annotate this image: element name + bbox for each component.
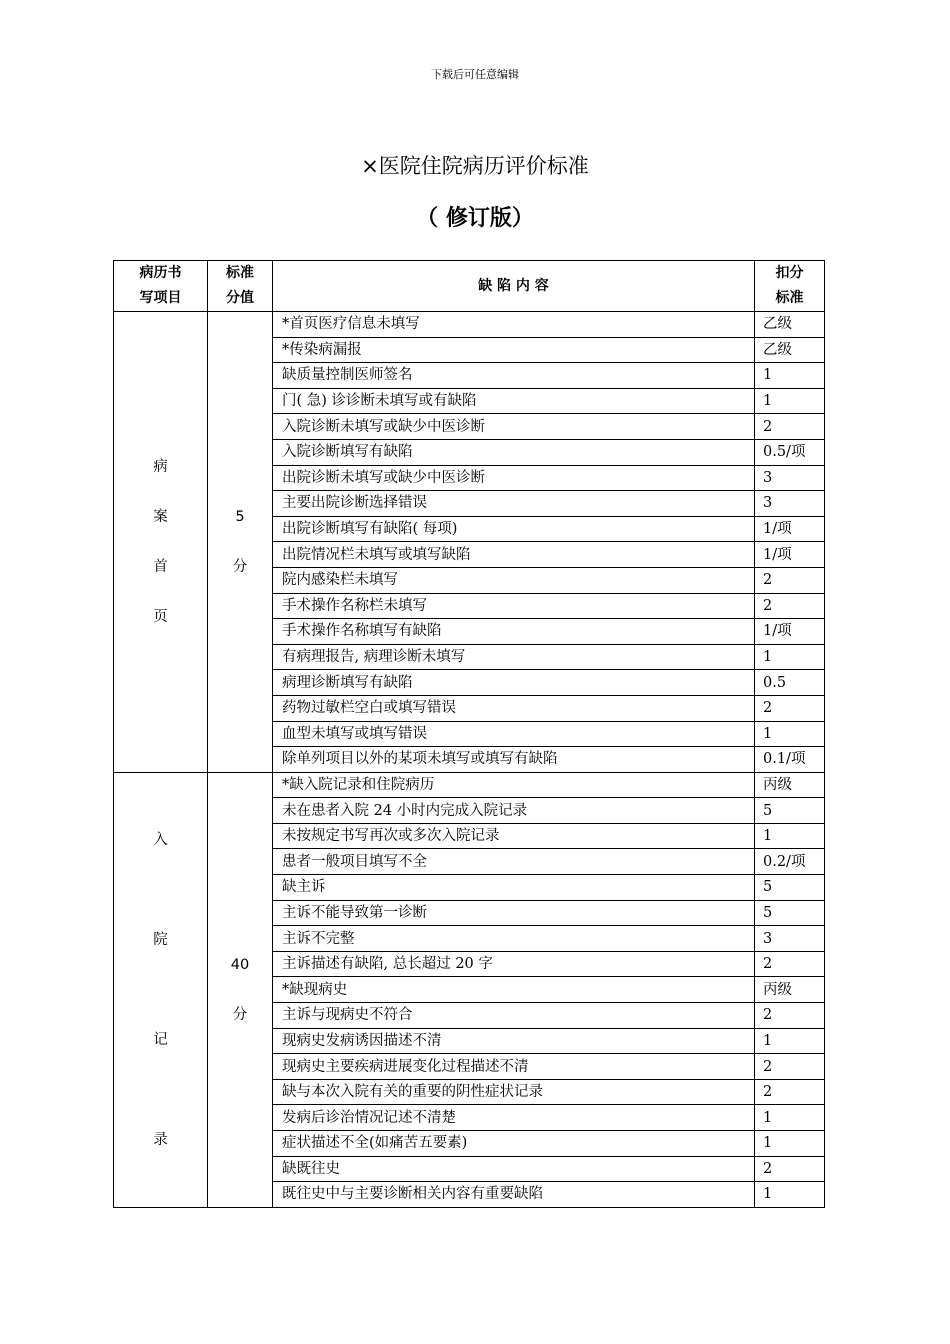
defect-description: *首页医疗信息未填写 <box>273 312 755 338</box>
table-body <box>114 312 825 1208</box>
defect-description: 出院情况栏未填写或填写缺陷 <box>273 542 755 568</box>
deduction-standard: 1/项 <box>755 619 825 645</box>
defect-description: 缺质量控制医师签名 <box>273 363 755 389</box>
deduction-standard: 0.2/项 <box>755 849 825 875</box>
section-item-char: 录 <box>153 1131 168 1148</box>
deduction-standard: 2 <box>755 414 825 440</box>
defect-description: 手术操作名称栏未填写 <box>273 593 755 619</box>
deduction-standard: 1 <box>755 388 825 414</box>
document-title: ×医院住院病历评价标准 <box>361 154 589 178</box>
deduction-standard: 1 <box>755 644 825 670</box>
deduction-standard: 1 <box>755 363 825 389</box>
deduction-standard: 1 <box>755 1182 825 1208</box>
deduction-standard: 2 <box>755 593 825 619</box>
table-row <box>114 772 825 798</box>
deduction-standard: 0.1/项 <box>755 747 825 773</box>
section-item-char: 案 <box>153 508 168 525</box>
header-item: 病历书 写项目 <box>114 261 208 312</box>
deduction-standard: 2 <box>755 695 825 721</box>
deduction-standard: 1 <box>755 1105 825 1131</box>
section-score-cell <box>208 772 273 1207</box>
defect-description: 药物过敏栏空白或填写错误 <box>273 695 755 721</box>
table-row <box>114 312 825 338</box>
defect-description: 既往史中与主要诊断相关内容有重要缺陷 <box>273 1182 755 1208</box>
defect-description: 有病理报告, 病理诊断未填写 <box>273 644 755 670</box>
deduction-standard: 2 <box>755 951 825 977</box>
section-item-cell <box>114 772 208 1207</box>
deduction-standard: 5 <box>755 798 825 824</box>
defect-description: 主诉不能导致第一诊断 <box>273 900 755 926</box>
defect-description: 血型未填写或填写错误 <box>273 721 755 747</box>
defect-description: *缺入院记录和住院病历 <box>273 772 755 798</box>
deduction-standard: 乙级 <box>755 337 825 363</box>
deduction-standard: 3 <box>755 491 825 517</box>
deduction-standard: 2 <box>755 1079 825 1105</box>
header-content: 缺 陷 内 容 <box>273 261 755 312</box>
deduction-standard: 乙级 <box>755 312 825 338</box>
deduction-standard: 2 <box>755 1054 825 1080</box>
defect-description: 主要出院诊断选择错误 <box>273 491 755 517</box>
deduction-standard: 1 <box>755 721 825 747</box>
document-subtitle: （ 修订版） <box>416 206 534 231</box>
defect-description: 院内感染栏未填写 <box>273 567 755 593</box>
section-item-char: 入 <box>153 831 168 848</box>
deduction-standard: 丙级 <box>755 772 825 798</box>
section-item-char: 页 <box>153 608 168 625</box>
section-score-text: 分 <box>232 1006 248 1023</box>
deduction-standard: 1 <box>755 823 825 849</box>
section-score-text: 分 <box>232 558 248 575</box>
section-item-char: 病 <box>153 458 168 475</box>
deduction-standard: 1/项 <box>755 542 825 568</box>
defect-description: 主诉与现病史不符合 <box>273 1003 755 1029</box>
defect-description: 出院诊断未填写或缺少中医诊断 <box>273 465 755 491</box>
section-item-cell <box>114 312 208 773</box>
deduction-standard: 0.5/项 <box>755 439 825 465</box>
defect-description: 病理诊断填写有缺陷 <box>273 670 755 696</box>
defect-description: 出院诊断填写有缺陷( 每项) <box>273 516 755 542</box>
deduction-standard: 2 <box>755 1003 825 1029</box>
deduction-standard: 5 <box>755 900 825 926</box>
deduction-standard: 5 <box>755 875 825 901</box>
section-score-text: 5 <box>235 508 245 525</box>
header-deduct: 扣分 标准 <box>755 261 825 312</box>
defect-description: 患者一般项目填写不全 <box>273 849 755 875</box>
defect-description: 入院诊断未填写或缺少中医诊断 <box>273 414 755 440</box>
deduction-standard: 3 <box>755 465 825 491</box>
deduction-standard: 2 <box>755 567 825 593</box>
defect-description: 除单列项目以外的某项未填写或填写有缺陷 <box>273 747 755 773</box>
defect-description: 缺主诉 <box>273 875 755 901</box>
defect-description: 现病史发病诱因描述不清 <box>273 1028 755 1054</box>
defect-description: 未在患者入院 24 小时内完成入院记录 <box>273 798 755 824</box>
defect-description: 主诉描述有缺陷, 总长超过 20 字 <box>273 951 755 977</box>
section-item-char: 记 <box>153 1031 168 1048</box>
deduction-standard: 1 <box>755 1131 825 1157</box>
table-header-row <box>114 261 825 312</box>
section-score-text: 40 <box>230 956 250 973</box>
defect-description: 主诉不完整 <box>273 926 755 952</box>
deduction-standard: 2 <box>755 1156 825 1182</box>
deduction-standard: 0.5 <box>755 670 825 696</box>
page-header-note: 下载后可任意编辑 <box>431 68 519 81</box>
evaluation-table <box>113 260 825 1208</box>
defect-description: 发病后诊治情况记述不清楚 <box>273 1105 755 1131</box>
defect-description: 缺与本次入院有关的重要的阴性症状记录 <box>273 1079 755 1105</box>
deduction-standard: 1 <box>755 1028 825 1054</box>
defect-description: 手术操作名称填写有缺陷 <box>273 619 755 645</box>
section-item-char: 首 <box>153 558 168 575</box>
defect-description: 症状描述不全(如痛苦五要素) <box>273 1131 755 1157</box>
deduction-standard: 1/项 <box>755 516 825 542</box>
defect-description: *传染病漏报 <box>273 337 755 363</box>
deduction-standard: 丙级 <box>755 977 825 1003</box>
header-score: 标准 分值 <box>208 261 273 312</box>
defect-description: *缺现病史 <box>273 977 755 1003</box>
defect-description: 门( 急) 诊诊断未填写或有缺陷 <box>273 388 755 414</box>
defect-description: 未按规定书写再次或多次入院记录 <box>273 823 755 849</box>
defect-description: 缺既往史 <box>273 1156 755 1182</box>
defect-description: 入院诊断填写有缺陷 <box>273 439 755 465</box>
section-item-char: 院 <box>153 931 168 948</box>
defect-description: 现病史主要疾病进展变化过程描述不清 <box>273 1054 755 1080</box>
deduction-standard: 3 <box>755 926 825 952</box>
section-score-cell <box>208 312 273 773</box>
